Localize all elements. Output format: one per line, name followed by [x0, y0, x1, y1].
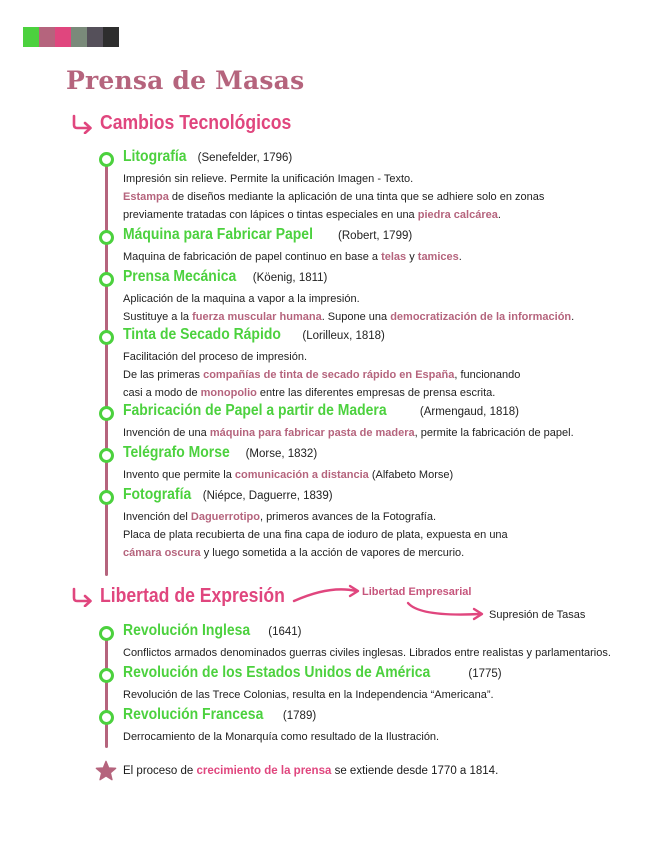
bullet-circle-icon	[99, 448, 114, 463]
entry-title: Prensa Mecánica	[123, 268, 237, 285]
section-title: Cambios Tecnológicos	[100, 112, 292, 134]
entry-meta: (Niépce, Daguerre, 1839)	[202, 490, 333, 502]
text-segment: y	[406, 251, 418, 263]
annotation-libertad-empresarial: Libertad Empresarial	[362, 586, 472, 598]
highlighted-term: piedra calcárea	[417, 209, 498, 221]
bullet-circle-icon	[99, 152, 114, 167]
text-segment: previamente tratadas con lápices o tintas especiales en una	[123, 209, 418, 221]
entry-title: Revolución Francesa	[123, 706, 264, 723]
description-line	[123, 188, 544, 206]
entry-heading	[123, 226, 412, 244]
text-segment: casi a modo de	[123, 387, 201, 399]
entry-description	[123, 466, 453, 484]
entry-heading	[123, 664, 502, 682]
text-segment: Maquina de fabricación de papel continuo en base a	[123, 251, 382, 263]
text-segment: y luego sometida a la acción de vapores de mercurio.	[200, 547, 465, 559]
description-line	[123, 366, 520, 384]
color-swatch	[103, 27, 119, 47]
description-line	[123, 728, 439, 746]
bullet-circle-icon	[99, 272, 114, 287]
entry-title: Fabricación de Papel a partir de Madera	[123, 402, 387, 419]
timeline-line	[105, 158, 108, 576]
entry-description	[123, 508, 508, 562]
entry-title: Fotografía	[123, 486, 192, 503]
text-segment: Sustituye a la	[123, 311, 193, 323]
footnote	[95, 760, 498, 782]
text-segment: Placa de plata recubierta de una fina capa de ioduro de plata, expuesta en una	[123, 529, 508, 541]
annotation-supresion-tasas: Supresión de Tasas	[489, 609, 586, 621]
bullet-circle-icon	[99, 710, 114, 725]
entry-meta: (1775)	[468, 668, 502, 680]
entry-description	[123, 248, 462, 266]
description-line	[123, 424, 574, 442]
text-segment: .	[458, 251, 462, 263]
footnote-text: El proceso de crecimiento de la prensa se extiende desde 1770 a 1814.	[123, 765, 499, 777]
hook-arrow-icon	[70, 587, 94, 607]
entry-meta: (Senefelder, 1796)	[197, 152, 293, 164]
text-segment: Facilitación del proceso de impresión.	[123, 351, 308, 363]
text-segment: Conflictos armados denominados guerras civiles inglesas. Librados entre realistas y parlamentarios.	[123, 647, 611, 659]
description-line	[123, 384, 520, 402]
entry-heading	[123, 326, 385, 344]
bullet-circle-icon	[99, 230, 114, 245]
highlighted-term: cámara oscura	[123, 547, 201, 559]
description-line	[123, 290, 574, 308]
highlighted-term: tamices	[417, 251, 459, 263]
text-segment: .	[497, 209, 501, 221]
text-segment: Invención del	[123, 511, 191, 523]
highlighted-term: monopolio	[200, 387, 257, 399]
description-line	[123, 308, 574, 326]
entry-description	[123, 644, 611, 662]
section-heading-libertad	[70, 585, 310, 608]
highlighted-term: Estampa	[123, 191, 169, 203]
entry-heading	[123, 444, 317, 462]
bullet-circle-icon	[99, 490, 114, 505]
description-line	[123, 644, 611, 662]
text-segment: entre las diferentes empresas de prensa escrita.	[256, 387, 496, 399]
color-swatch	[71, 27, 87, 47]
entry-heading	[123, 268, 327, 286]
timeline-line	[105, 632, 108, 748]
entry-description	[123, 424, 574, 442]
highlighted-term: democratización de la información	[390, 311, 572, 323]
entry-title: Telégrafo Morse	[123, 444, 230, 461]
entry-meta: (1789)	[282, 710, 317, 722]
entry-heading	[123, 148, 292, 166]
text-segment: , permite la fabricación de papel.	[414, 427, 574, 439]
text-segment: De las primeras	[123, 369, 204, 381]
bullet-circle-icon	[99, 406, 114, 421]
entry-meta: (Morse, 1832)	[245, 448, 318, 460]
entry-heading	[123, 402, 519, 420]
entry-description	[123, 728, 439, 746]
text-segment: (Alfabeto Morse)	[368, 469, 454, 481]
section-heading-cambios	[70, 112, 317, 135]
description-line	[123, 544, 508, 562]
description-line	[123, 206, 544, 224]
highlighted-term: fuerza muscular humana	[192, 311, 322, 323]
entry-meta: (Lorilleux, 1818)	[302, 330, 385, 342]
entry-description	[123, 290, 574, 326]
entry-meta: (Köenig, 1811)	[252, 272, 328, 284]
text-segment: Impresión sin relieve. Permite la unificación Imagen - Texto.	[123, 173, 414, 185]
entry-meta: (1641)	[268, 626, 302, 638]
description-line	[123, 248, 462, 266]
text-segment: Aplicación de la maquina a vapor a la impresión.	[123, 293, 360, 305]
color-swatch	[55, 27, 71, 47]
entry-heading	[123, 486, 333, 504]
entry-heading	[123, 706, 316, 724]
color-swatch	[39, 27, 55, 47]
curved-arrow-1	[294, 589, 356, 601]
text-segment: Invento que permite la	[123, 469, 235, 481]
star-icon	[95, 760, 117, 782]
text-segment: .	[571, 311, 575, 323]
hook-arrow-icon	[70, 114, 94, 134]
entry-title: Litografía	[123, 148, 187, 165]
entry-title: Revolución Inglesa	[123, 622, 251, 639]
entry-title: Revolución de los Estados Unidos de América	[123, 664, 431, 681]
description-line	[123, 526, 508, 544]
highlighted-term: comunicación a distancia	[234, 469, 369, 481]
entry-description	[123, 348, 520, 402]
color-swatch	[87, 27, 103, 47]
bullet-circle-icon	[99, 668, 114, 683]
timeline-libertad	[99, 622, 611, 744]
highlighted-term: Daguerrotipo	[190, 511, 260, 523]
highlighted-term: máquina para fabricar pasta de madera	[209, 427, 415, 439]
description-line	[123, 508, 508, 526]
entry-title: Máquina para Fabricar Papel	[123, 226, 313, 243]
color-palette	[23, 27, 119, 47]
text-segment: Derrocamiento de la Monarquía como resultado de la Ilustración.	[123, 731, 440, 743]
curved-arrow-2	[408, 603, 480, 615]
entry-meta: (Armengaud, 1818)	[419, 406, 519, 418]
timeline-cambios	[99, 150, 599, 570]
color-swatch	[23, 27, 39, 47]
bullet-circle-icon	[99, 626, 114, 641]
text-segment: de diseños mediante la aplicación de una tinta que se adhiere solo en zonas	[168, 191, 545, 203]
description-line	[123, 466, 453, 484]
entry-heading	[123, 622, 302, 640]
highlighted-term: telas	[381, 251, 407, 263]
page-title: Prensa de Masas	[66, 66, 305, 95]
entry-title: Tinta de Secado Rápido	[123, 326, 281, 343]
text-segment: Revolución de las Trece Colonias, resulta en la Independencia “Americana”.	[123, 689, 494, 701]
entry-description	[123, 170, 544, 224]
text-segment: Invención de una	[123, 427, 210, 439]
text-segment: , funcionando	[454, 369, 521, 381]
description-line	[123, 170, 544, 188]
text-segment: . Supone una	[321, 311, 391, 323]
entry-meta: (Robert, 1799)	[338, 230, 413, 242]
bullet-circle-icon	[99, 330, 114, 345]
entry-description	[123, 686, 494, 704]
description-line	[123, 348, 520, 366]
highlighted-term: compañías de tinta de secado rápido en España	[203, 369, 455, 381]
description-line	[123, 686, 494, 704]
text-segment: , primeros avances de la Fotografía.	[259, 511, 437, 523]
section-title: Libertad de Expresión	[100, 585, 285, 607]
